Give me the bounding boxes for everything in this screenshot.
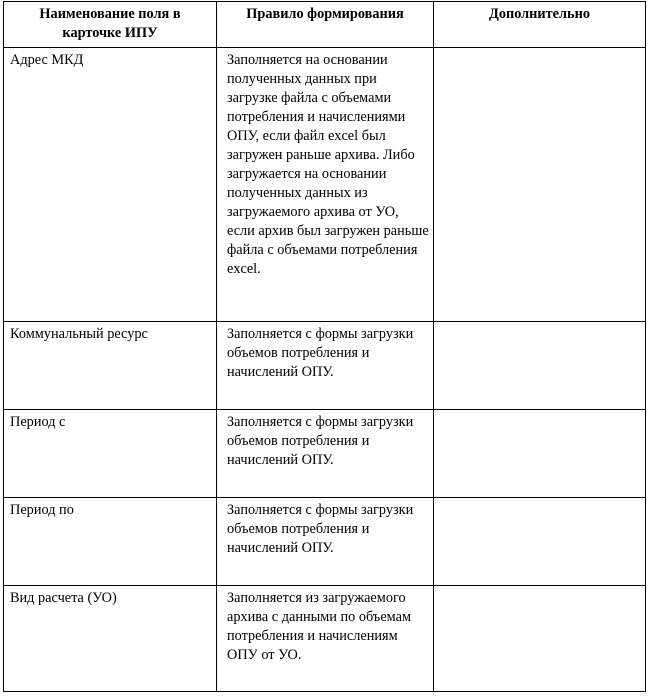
header-field-name: Наименование поля в карточке ИПУ xyxy=(4,2,217,48)
additional-cell xyxy=(434,498,646,586)
rule-cell: Заполняется с формы загрузки объемов потребления и начислений ОПУ. xyxy=(217,322,434,410)
rule-cell: Заполняется с формы загрузки объемов потребления и начислений ОПУ. xyxy=(217,498,434,586)
table-row xyxy=(4,322,646,410)
rule-cell: Заполняется из загружаемого архива с данными по объемам потребления и начислениям ОПУ от УО. xyxy=(217,586,434,692)
field-name-cell: Период по xyxy=(4,498,217,586)
header-additional: Дополнительно xyxy=(434,2,646,48)
header-rule: Правило формирования xyxy=(217,2,434,48)
rule-cell: Заполняется на основании полученных данных при загрузке файла с объемами потребления и начислениями ОПУ, если файл excel был загружен раньше архива. Либо загружается на основании полученных данных из загружаемого архива от УО, если архив был загружен раньше файла с объемами потребления excel. xyxy=(217,48,434,322)
table-row xyxy=(4,410,646,498)
table-row xyxy=(4,586,646,692)
field-name-cell: Вид расчета (УО) xyxy=(4,586,217,692)
additional-cell xyxy=(434,322,646,410)
field-name-cell: Период с xyxy=(4,410,217,498)
table-header xyxy=(4,2,646,48)
field-rules-table xyxy=(3,1,646,692)
table-row xyxy=(4,498,646,586)
additional-cell xyxy=(434,410,646,498)
field-name-cell: Коммунальный ресурс xyxy=(4,322,217,410)
additional-cell xyxy=(434,48,646,322)
additional-cell xyxy=(434,586,646,692)
field-name-cell: Адрес МКД xyxy=(4,48,217,322)
table-row xyxy=(4,48,646,322)
header-row xyxy=(4,2,646,48)
table-body xyxy=(4,48,646,692)
rule-cell: Заполняется с формы загрузки объемов потребления и начислений ОПУ. xyxy=(217,410,434,498)
